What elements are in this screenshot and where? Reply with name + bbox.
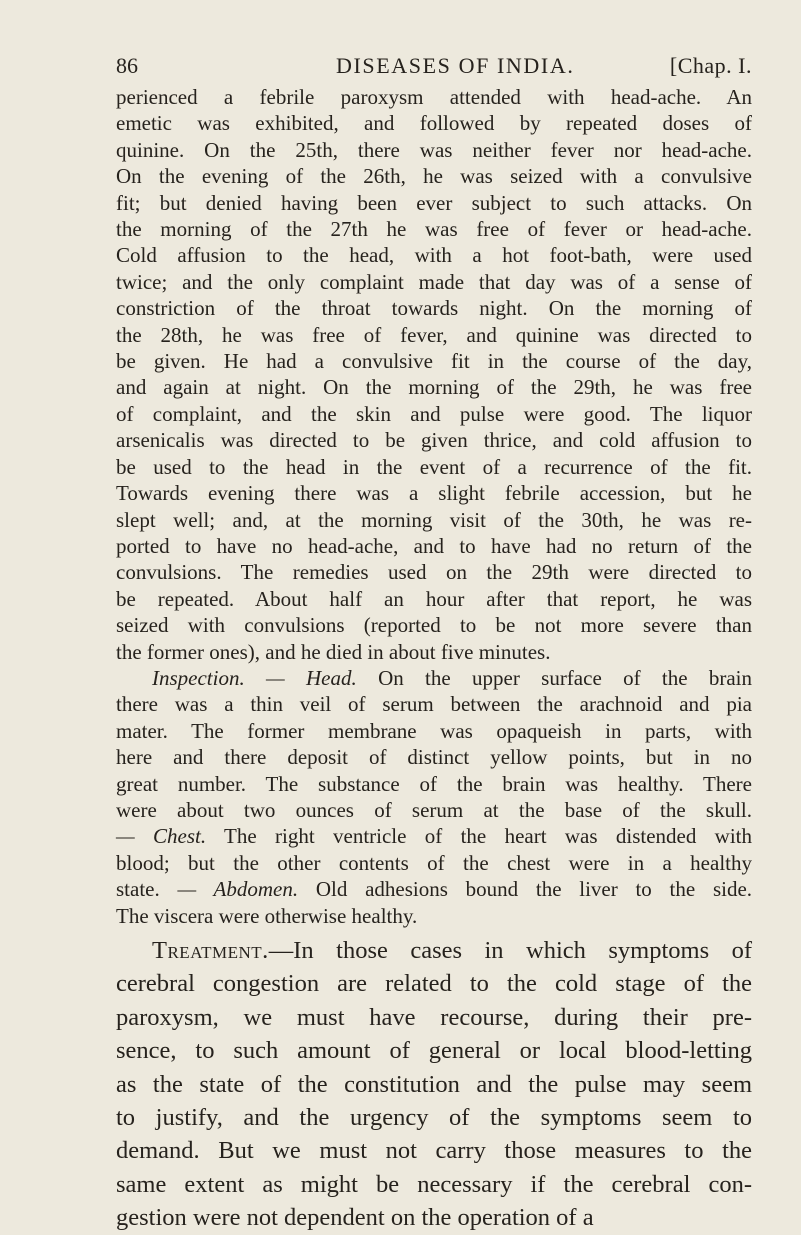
text-line: blood; but the other contents of the chest were in a healthy <box>116 850 752 875</box>
text-line: twice; and the only complaint made that day was of a sense of <box>116 269 752 294</box>
text-line: the 28th, he was free of fever, and quinine was directed to <box>116 322 752 347</box>
text-line: the former ones), and he died in about five minutes. <box>116 639 551 664</box>
text-line: quinine. On the 25th, there was neither fever nor head-ache. <box>116 137 752 162</box>
text-line: be given. He had a convulsive fit in the course of the day, <box>116 349 752 374</box>
case-paragraph <box>116 84 752 665</box>
text-line: of complaint, and the skin and pulse were good. The liquor <box>116 401 752 426</box>
text-segment: state. <box>116 877 178 902</box>
page-body <box>116 84 752 1235</box>
text-segment: On the upper surface of the brain <box>356 665 752 690</box>
text-line <box>116 823 752 849</box>
chest-label: — Chest. <box>116 824 207 849</box>
text-line: same extent as might be necessary if the cerebral con- <box>116 1170 752 1198</box>
text-line <box>116 934 752 967</box>
text-line: gestion were not dependent on the operation of a <box>116 1204 594 1232</box>
text-line <box>116 876 752 902</box>
text-line: On the evening of the 26th, he was seized with a convulsive <box>116 164 752 189</box>
text-line: The viscera were otherwise healthy. <box>116 903 418 928</box>
text-line: the morning of the 27th he was free of fever or head-ache. <box>116 217 752 242</box>
text-line: ported to have no head-ache, and to have had no return of the <box>116 533 752 558</box>
running-title: DISEASES OF INDIA. <box>336 53 575 78</box>
text-line: demand. But we must not carry those measures to the <box>116 1137 752 1165</box>
text-line: were about two ounces of serum at the base of the skull. <box>116 797 752 822</box>
text-line: constriction of the throat towards night. On the morning of <box>116 296 752 321</box>
text-line <box>116 665 752 691</box>
text-line: convulsions. The remedies used on the 29th were directed to <box>116 560 752 585</box>
text-segment: The right ventricle of the heart was distended with <box>206 824 753 849</box>
running-header <box>116 50 752 82</box>
treatment-paragraph <box>116 934 752 1235</box>
text-line: emetic was exhibited, and followed by repeated doses of <box>116 111 752 136</box>
inspection-head-label: Inspection. — Head. <box>152 665 357 690</box>
abdomen-label: — Abdomen. <box>177 877 299 902</box>
text-line: Towards evening there was a slight febrile accession, but he <box>116 481 752 506</box>
text-line: Cold affusion to the head, with a hot foot-bath, were used <box>116 243 752 268</box>
text-segment: —In those cases in which symptoms of <box>268 937 752 964</box>
treatment-heading: Treatment. <box>152 937 269 964</box>
text-line: there was a thin veil of serum between the arachnoid and pia <box>116 692 752 717</box>
page-number: 86 <box>116 53 138 78</box>
inspection-paragraph <box>116 665 752 929</box>
text-line: paroxysm, we must have recourse, during their pre- <box>116 1003 752 1031</box>
text-line: sence, to such amount of general or local blood-letting <box>116 1037 752 1065</box>
text-segment: Old adhesions bound the liver to the side. <box>298 877 753 902</box>
chapter-label: [Chap. I. <box>669 53 752 78</box>
text-line: great number. The substance of the brain was healthy. There <box>116 771 752 796</box>
text-line: perienced a febrile paroxysm attended with head-ache. An <box>116 85 752 109</box>
text-line: as the state of the constitution and the pulse may seem <box>116 1070 752 1098</box>
text-line: be repeated. About half an hour after that report, he was <box>116 586 752 611</box>
text-line: to justify, and the urgency of the symptoms seem to <box>116 1104 752 1132</box>
text-line: slept well; and, at the morning visit of the 30th, he was re- <box>116 507 752 532</box>
text-line: and again at night. On the morning of the 29th, he was free <box>116 375 752 400</box>
text-line: arsenicalis was directed to be given thrice, and cold affusion to <box>116 428 752 453</box>
text-line: here and there deposit of distinct yellow points, but in no <box>116 745 752 770</box>
text-line: fit; but denied having been ever subject to such attacks. On <box>116 190 752 215</box>
text-line: cerebral congestion are related to the cold stage of the <box>116 970 752 998</box>
text-line: mater. The former membrane was opaqueish in parts, with <box>116 718 752 743</box>
text-line: be used to the head in the event of a recurrence of the fit. <box>116 454 752 479</box>
text-line: seized with convulsions (reported to be not more severe than <box>116 613 752 638</box>
